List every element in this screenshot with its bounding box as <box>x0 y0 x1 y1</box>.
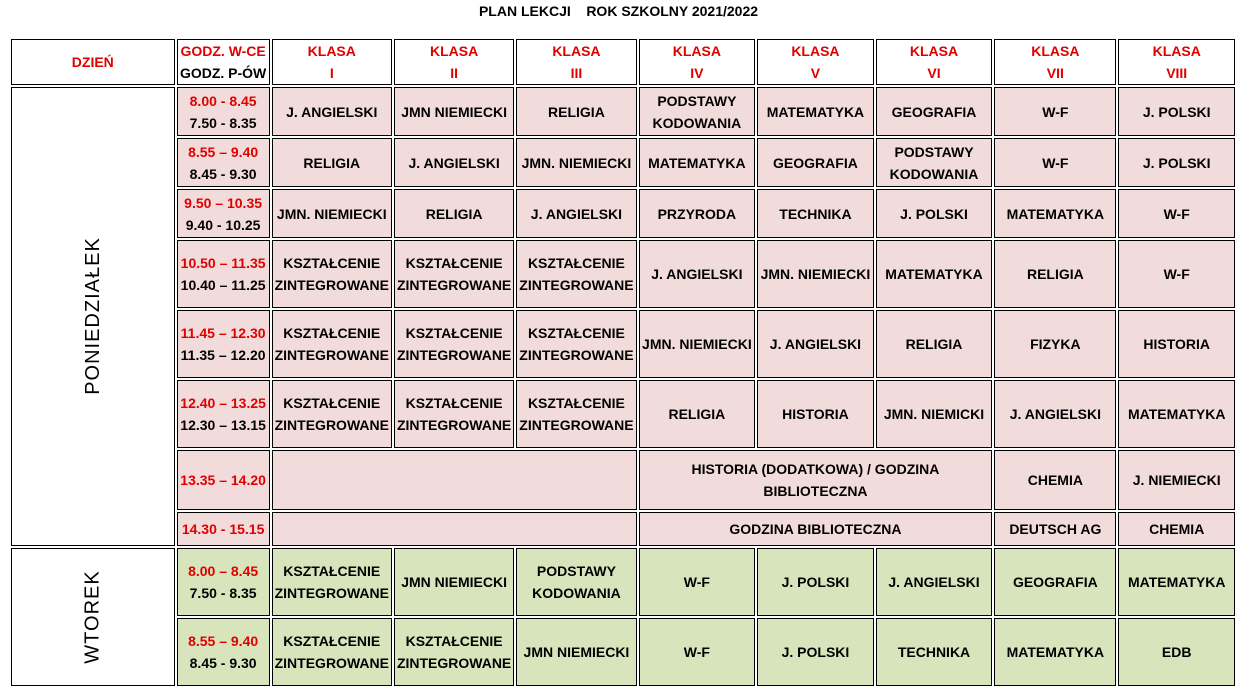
lesson-cell: PRZYRODA <box>639 189 756 238</box>
header-class-1: KLASA I <box>272 39 392 85</box>
lesson-row <box>11 548 1235 616</box>
lesson-cell: MATEMATYKA <box>994 189 1116 238</box>
lesson-cell: GEOGRAFIA <box>994 548 1116 616</box>
lesson-row <box>11 618 1235 686</box>
lesson-cell: J. ANGIELSKI <box>876 548 993 616</box>
empty-cell <box>272 450 637 510</box>
lesson-cell: J. POLSKI <box>1118 138 1235 187</box>
header-class-3: KLASA III <box>516 39 636 85</box>
lesson-cell: RELIGIA <box>876 310 993 378</box>
lesson-cell: JMN. NIEMICKI <box>876 380 993 448</box>
lesson-cell: MATEMATYKA <box>1118 380 1235 448</box>
lesson-cell: J. POLSKI <box>757 618 874 686</box>
lesson-cell: W-F <box>1118 189 1235 238</box>
merged-lesson-cell: GODZINA BIBLIOTECZNA <box>639 512 993 546</box>
lesson-cell: W-F <box>994 138 1116 187</box>
time-slot: 8.00 - 8.45 7.50 - 8.35 <box>177 87 270 136</box>
lesson-cell: MATEMATYKA <box>994 618 1116 686</box>
lesson-cell: MATEMATYKA <box>639 138 756 187</box>
lesson-row <box>11 512 1235 546</box>
header-class-7: KLASA VII <box>994 39 1116 85</box>
lesson-cell: JMN. NIEMIECKI <box>639 310 756 378</box>
lesson-cell: HISTORIA <box>757 380 874 448</box>
lesson-cell: CHEMIA <box>1118 512 1235 546</box>
time-slot: 14.30 - 15.15 <box>177 512 270 546</box>
lesson-cell: RELIGIA <box>994 240 1116 308</box>
lesson-cell: J. POLSKI <box>876 189 993 238</box>
lesson-cell: JMN NIEMIECKI <box>394 548 514 616</box>
lesson-cell: KSZTAŁCENIE ZINTEGROWANE <box>516 240 636 308</box>
header-row <box>11 39 1235 85</box>
lesson-cell: GEOGRAFIA <box>757 138 874 187</box>
time-slot: 8.55 – 9.40 8.45 - 9.30 <box>177 618 270 686</box>
lesson-cell: GEOGRAFIA <box>876 87 993 136</box>
lesson-cell: J. ANGIELSKI <box>272 87 392 136</box>
lesson-cell: J. POLSKI <box>757 548 874 616</box>
time-slot: 9.50 – 10.35 9.40 - 10.25 <box>177 189 270 238</box>
lesson-cell: RELIGIA <box>272 138 392 187</box>
lesson-cell: HISTORIA <box>1118 310 1235 378</box>
time-slot: 11.45 – 12.30 11.35 – 12.20 <box>177 310 270 378</box>
time-slot: 8.00 – 8.45 7.50 - 8.35 <box>177 548 270 616</box>
lesson-cell: KSZTAŁCENIE ZINTEGROWANE <box>272 240 392 308</box>
header-time: GODZ. W-CE GODZ. P-ÓW <box>177 39 270 85</box>
lesson-cell: RELIGIA <box>639 380 756 448</box>
lesson-cell: J. ANGIELSKI <box>516 189 636 238</box>
day-label: PONIEDZIAŁEK <box>11 87 175 546</box>
lesson-cell: JMN NIEMIECKI <box>394 87 514 136</box>
lesson-cell: PODSTAWY KODOWANIA <box>639 87 756 136</box>
time-slot: 13.35 – 14.20 <box>177 450 270 510</box>
lesson-cell: KSZTAŁCENIE ZINTEGROWANE <box>394 240 514 308</box>
lesson-cell: J. ANGIELSKI <box>994 380 1116 448</box>
header-day: DZIEŃ <box>11 39 175 85</box>
lesson-row <box>11 380 1235 448</box>
lesson-cell: JMN. NIEMIECKI <box>516 138 636 187</box>
lesson-cell: RELIGIA <box>394 189 514 238</box>
lesson-cell: PODSTAWY KODOWANIA <box>516 548 636 616</box>
header-class-8: KLASA VIII <box>1118 39 1235 85</box>
lesson-cell: J. ANGIELSKI <box>394 138 514 187</box>
lesson-row <box>11 240 1235 308</box>
lesson-cell: MATEMATYKA <box>1118 548 1235 616</box>
header-class-6: KLASA VI <box>876 39 993 85</box>
header-class-5: KLASA V <box>757 39 874 85</box>
lesson-cell: FIZYKA <box>994 310 1116 378</box>
time-slot: 10.50 – 11.35 10.40 – 11.25 <box>177 240 270 308</box>
merged-lesson-cell: HISTORIA (DODATKOWA) / GODZINA BIBLIOTECZNA <box>639 450 993 510</box>
lesson-cell: RELIGIA <box>516 87 636 136</box>
lesson-cell: MATEMATYKA <box>757 87 874 136</box>
lesson-cell: W-F <box>639 548 756 616</box>
lesson-row <box>11 189 1235 238</box>
empty-cell <box>272 512 637 546</box>
lesson-cell: W-F <box>994 87 1116 136</box>
header-class-2: KLASA II <box>394 39 514 85</box>
header-class-4: KLASA IV <box>639 39 756 85</box>
lesson-cell: KSZTAŁCENIE ZINTEGROWANE <box>394 618 514 686</box>
lesson-cell: TECHNIKA <box>757 189 874 238</box>
time-slot: 12.40 – 13.25 12.30 – 13.15 <box>177 380 270 448</box>
lesson-cell: JMN. NIEMIECKI <box>272 189 392 238</box>
schedule-table <box>9 37 1237 688</box>
lesson-cell: KSZTAŁCENIE ZINTEGROWANE <box>272 380 392 448</box>
lesson-cell: KSZTAŁCENIE ZINTEGROWANE <box>394 380 514 448</box>
lesson-cell: KSZTAŁCENIE ZINTEGROWANE <box>394 310 514 378</box>
lesson-cell: J. NIEMIECKI <box>1118 450 1235 510</box>
lesson-cell: JMN. NIEMIECKI <box>757 240 874 308</box>
lesson-cell: W-F <box>1118 240 1235 308</box>
lesson-cell: DEUTSCH AG <box>994 512 1116 546</box>
lesson-row <box>11 87 1235 136</box>
lesson-cell: CHEMIA <box>994 450 1116 510</box>
lesson-cell: EDB <box>1118 618 1235 686</box>
day-label: WTOREK <box>11 548 175 686</box>
page-title: PLAN LEKCJI ROK SZKOLNY 2021/2022 <box>478 3 759 19</box>
lesson-cell: KSZTAŁCENIE ZINTEGROWANE <box>516 380 636 448</box>
lesson-cell: J. POLSKI <box>1118 87 1235 136</box>
lesson-cell: KSZTAŁCENIE ZINTEGROWANE <box>272 618 392 686</box>
lesson-row <box>11 138 1235 187</box>
lesson-cell: KSZTAŁCENIE ZINTEGROWANE <box>272 548 392 616</box>
lesson-cell: J. ANGIELSKI <box>639 240 756 308</box>
lesson-cell: KSZTAŁCENIE ZINTEGROWANE <box>272 310 392 378</box>
time-slot: 8.55 – 9.40 8.45 - 9.30 <box>177 138 270 187</box>
lesson-cell: W-F <box>639 618 756 686</box>
lesson-cell: JMN NIEMIECKI <box>516 618 636 686</box>
lesson-cell: J. ANGIELSKI <box>757 310 874 378</box>
lesson-row <box>11 450 1235 510</box>
lesson-cell: KSZTAŁCENIE ZINTEGROWANE <box>516 310 636 378</box>
lesson-cell: TECHNIKA <box>876 618 993 686</box>
lesson-cell: MATEMATYKA <box>876 240 993 308</box>
lesson-cell: PODSTAWY KODOWANIA <box>876 138 993 187</box>
lesson-row <box>11 310 1235 378</box>
